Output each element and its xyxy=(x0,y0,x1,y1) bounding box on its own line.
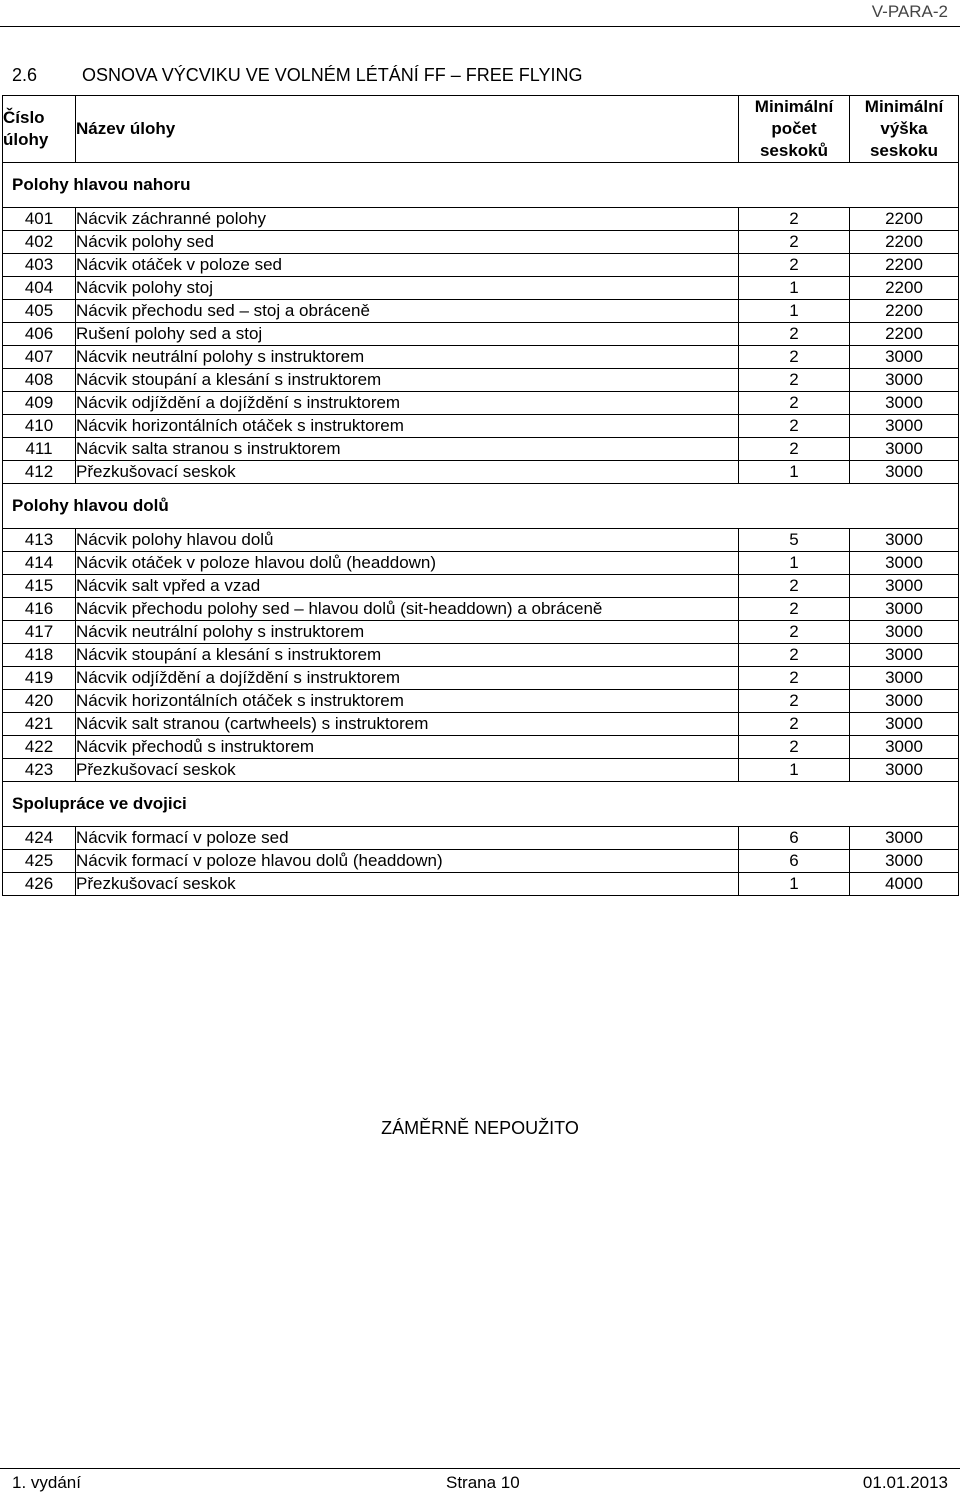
task-min-height-cell: 3000 xyxy=(850,438,959,461)
table-row xyxy=(3,736,959,759)
task-number-cell: 404 xyxy=(3,277,76,300)
group-row xyxy=(3,484,959,521)
task-number-cell: 401 xyxy=(3,208,76,231)
task-min-height-cell: 3000 xyxy=(850,644,959,667)
task-name-cell: Nácvik odjíždění a dojíždění s instruktorem xyxy=(76,667,739,690)
task-name-cell: Nácvik stoupání a klesání s instruktorem xyxy=(76,369,739,392)
task-name-cell: Rušení polohy sed a stoj xyxy=(76,323,739,346)
footer-page-number: Strana 10 xyxy=(446,1473,520,1492)
task-name-cell: Nácvik horizontálních otáček s instruktorem xyxy=(76,415,739,438)
column-header-min-count: Minimální počet seskoků xyxy=(739,96,850,163)
table-row xyxy=(3,438,959,461)
task-min-height-cell: 2200 xyxy=(850,231,959,254)
task-min-count-cell: 6 xyxy=(739,850,850,873)
task-name-cell: Přezkušovací seskok xyxy=(76,461,739,484)
task-name-cell: Nácvik formací v poloze hlavou dolů (headdown) xyxy=(76,850,739,873)
table-header-row xyxy=(3,96,959,163)
task-min-height-cell: 3000 xyxy=(850,529,959,552)
task-number-cell: 415 xyxy=(3,575,76,598)
task-min-height-cell: 3000 xyxy=(850,713,959,736)
table-row xyxy=(3,873,959,896)
group-spacer xyxy=(3,520,959,529)
group-title: Polohy hlavou nahoru xyxy=(3,163,959,200)
task-min-height-cell: 4000 xyxy=(850,873,959,896)
task-number-cell: 421 xyxy=(3,713,76,736)
task-min-count-cell: 2 xyxy=(739,438,850,461)
task-number-cell: 414 xyxy=(3,552,76,575)
table-row xyxy=(3,369,959,392)
task-number-cell: 422 xyxy=(3,736,76,759)
task-name-cell: Nácvik formací v poloze sed xyxy=(76,827,739,850)
task-number-cell: 403 xyxy=(3,254,76,277)
task-name-cell: Přezkušovací seskok xyxy=(76,759,739,782)
table-row xyxy=(3,461,959,484)
task-min-count-cell: 2 xyxy=(739,254,850,277)
table-row xyxy=(3,231,959,254)
task-name-cell: Nácvik záchranné polohy xyxy=(76,208,739,231)
group-spacer-cell xyxy=(3,199,959,208)
column-header-number: Číslo úlohy xyxy=(3,96,76,163)
unused-note: ZÁMĚRNĚ NEPOUŽITO xyxy=(381,1118,579,1138)
task-number-cell: 402 xyxy=(3,231,76,254)
task-number-cell: 412 xyxy=(3,461,76,484)
task-min-height-cell: 2200 xyxy=(850,300,959,323)
task-min-count-cell: 2 xyxy=(739,208,850,231)
task-number-cell: 413 xyxy=(3,529,76,552)
task-name-cell: Nácvik polohy hlavou dolů xyxy=(76,529,739,552)
task-min-count-cell: 2 xyxy=(739,346,850,369)
task-min-count-cell: 2 xyxy=(739,231,850,254)
task-min-height-cell: 3000 xyxy=(850,759,959,782)
section-title: OSNOVA VÝCVIKU VE VOLNÉM LÉTÁNÍ FF – FREE FLYING xyxy=(82,65,583,85)
task-number-cell: 409 xyxy=(3,392,76,415)
section-number: 2.6 xyxy=(12,65,38,85)
task-name-cell: Nácvik polohy stoj xyxy=(76,277,739,300)
task-name-cell: Přezkušovací seskok xyxy=(76,873,739,896)
group-title: Polohy hlavou dolů xyxy=(3,484,959,521)
table-row xyxy=(3,644,959,667)
task-min-count-cell: 1 xyxy=(739,873,850,896)
task-min-count-cell: 2 xyxy=(739,690,850,713)
task-min-count-cell: 1 xyxy=(739,277,850,300)
task-min-height-cell: 2200 xyxy=(850,277,959,300)
task-min-count-cell: 1 xyxy=(739,300,850,323)
table-row xyxy=(3,552,959,575)
group-title: Spolupráce ve dvojici xyxy=(3,782,959,819)
table-row xyxy=(3,208,959,231)
footer-date: 01.01.2013 xyxy=(862,1473,948,1492)
table-row xyxy=(3,713,959,736)
task-min-height-cell: 3000 xyxy=(850,621,959,644)
table-body xyxy=(3,163,959,896)
task-min-count-cell: 2 xyxy=(739,369,850,392)
task-min-height-cell: 2200 xyxy=(850,323,959,346)
task-number-cell: 424 xyxy=(3,827,76,850)
training-tasks-table xyxy=(2,95,959,896)
task-min-height-cell: 2200 xyxy=(850,254,959,277)
table-row xyxy=(3,300,959,323)
document-code: V-PARA-2 xyxy=(871,2,948,21)
task-min-count-cell: 2 xyxy=(739,575,850,598)
task-min-count-cell: 2 xyxy=(739,736,850,759)
task-min-height-cell: 3000 xyxy=(850,575,959,598)
table-row xyxy=(3,621,959,644)
task-min-count-cell: 2 xyxy=(739,598,850,621)
group-row xyxy=(3,782,959,819)
task-min-height-cell: 3000 xyxy=(850,552,959,575)
task-name-cell: Nácvik přechodu polohy sed – hlavou dolů (sit-headdown) a obráceně xyxy=(76,598,739,621)
task-number-cell: 419 xyxy=(3,667,76,690)
table-row xyxy=(3,850,959,873)
task-name-cell: Nácvik otáček v poloze hlavou dolů (headdown) xyxy=(76,552,739,575)
task-min-count-cell: 1 xyxy=(739,759,850,782)
header-rule xyxy=(0,26,960,27)
task-name-cell: Nácvik salta stranou s instruktorem xyxy=(76,438,739,461)
group-spacer xyxy=(3,818,959,827)
task-name-cell: Nácvik salt vpřed a vzad xyxy=(76,575,739,598)
task-min-height-cell: 3000 xyxy=(850,736,959,759)
table-row xyxy=(3,392,959,415)
task-min-height-cell: 3000 xyxy=(850,690,959,713)
column-header-name: Název úlohy xyxy=(76,96,739,163)
task-number-cell: 405 xyxy=(3,300,76,323)
task-number-cell: 425 xyxy=(3,850,76,873)
task-number-cell: 423 xyxy=(3,759,76,782)
task-min-count-cell: 2 xyxy=(739,667,850,690)
task-min-count-cell: 2 xyxy=(739,392,850,415)
task-number-cell: 410 xyxy=(3,415,76,438)
group-spacer-cell xyxy=(3,818,959,827)
table-row xyxy=(3,323,959,346)
task-number-cell: 406 xyxy=(3,323,76,346)
task-min-height-cell: 3000 xyxy=(850,346,959,369)
table-row xyxy=(3,529,959,552)
table-row xyxy=(3,759,959,782)
group-row xyxy=(3,163,959,200)
task-min-count-cell: 1 xyxy=(739,461,850,484)
task-name-cell: Nácvik neutrální polohy s instruktorem xyxy=(76,621,739,644)
task-number-cell: 417 xyxy=(3,621,76,644)
task-min-count-cell: 6 xyxy=(739,827,850,850)
table-row xyxy=(3,346,959,369)
table-row xyxy=(3,827,959,850)
task-min-height-cell: 3000 xyxy=(850,850,959,873)
task-name-cell: Nácvik stoupání a klesání s instruktorem xyxy=(76,644,739,667)
task-name-cell: Nácvik přechodu sed – stoj a obráceně xyxy=(76,300,739,323)
task-min-height-cell: 3000 xyxy=(850,415,959,438)
table-row xyxy=(3,277,959,300)
task-name-cell: Nácvik neutrální polohy s instruktorem xyxy=(76,346,739,369)
group-spacer xyxy=(3,199,959,208)
table-row xyxy=(3,415,959,438)
task-min-height-cell: 3000 xyxy=(850,461,959,484)
table-row xyxy=(3,690,959,713)
task-min-height-cell: 3000 xyxy=(850,369,959,392)
task-name-cell: Nácvik odjíždění a dojíždění s instruktorem xyxy=(76,392,739,415)
task-min-count-cell: 2 xyxy=(739,644,850,667)
task-min-count-cell: 2 xyxy=(739,621,850,644)
task-name-cell: Nácvik přechodů s instruktorem xyxy=(76,736,739,759)
task-number-cell: 420 xyxy=(3,690,76,713)
task-name-cell: Nácvik otáček v poloze sed xyxy=(76,254,739,277)
table-row xyxy=(3,667,959,690)
group-spacer-cell xyxy=(3,520,959,529)
footer-rule xyxy=(0,1468,960,1469)
task-min-height-cell: 3000 xyxy=(850,827,959,850)
task-number-cell: 411 xyxy=(3,438,76,461)
task-min-height-cell: 3000 xyxy=(850,598,959,621)
task-min-count-cell: 2 xyxy=(739,713,850,736)
task-min-count-cell: 2 xyxy=(739,415,850,438)
task-name-cell: Nácvik salt stranou (cartwheels) s instruktorem xyxy=(76,713,739,736)
section-heading xyxy=(12,65,582,86)
task-number-cell: 426 xyxy=(3,873,76,896)
task-min-height-cell: 3000 xyxy=(850,667,959,690)
task-min-count-cell: 5 xyxy=(739,529,850,552)
task-min-height-cell: 2200 xyxy=(850,208,959,231)
task-min-height-cell: 3000 xyxy=(850,392,959,415)
task-name-cell: Nácvik polohy sed xyxy=(76,231,739,254)
table-row xyxy=(3,254,959,277)
task-number-cell: 407 xyxy=(3,346,76,369)
table-row xyxy=(3,598,959,621)
table-row xyxy=(3,575,959,598)
task-min-count-cell: 2 xyxy=(739,323,850,346)
column-header-min-height: Minimální výška seskoku xyxy=(850,96,959,163)
task-number-cell: 416 xyxy=(3,598,76,621)
task-number-cell: 418 xyxy=(3,644,76,667)
task-min-count-cell: 1 xyxy=(739,552,850,575)
task-number-cell: 408 xyxy=(3,369,76,392)
task-name-cell: Nácvik horizontálních otáček s instruktorem xyxy=(76,690,739,713)
footer-edition: 1. vydání xyxy=(12,1473,81,1492)
